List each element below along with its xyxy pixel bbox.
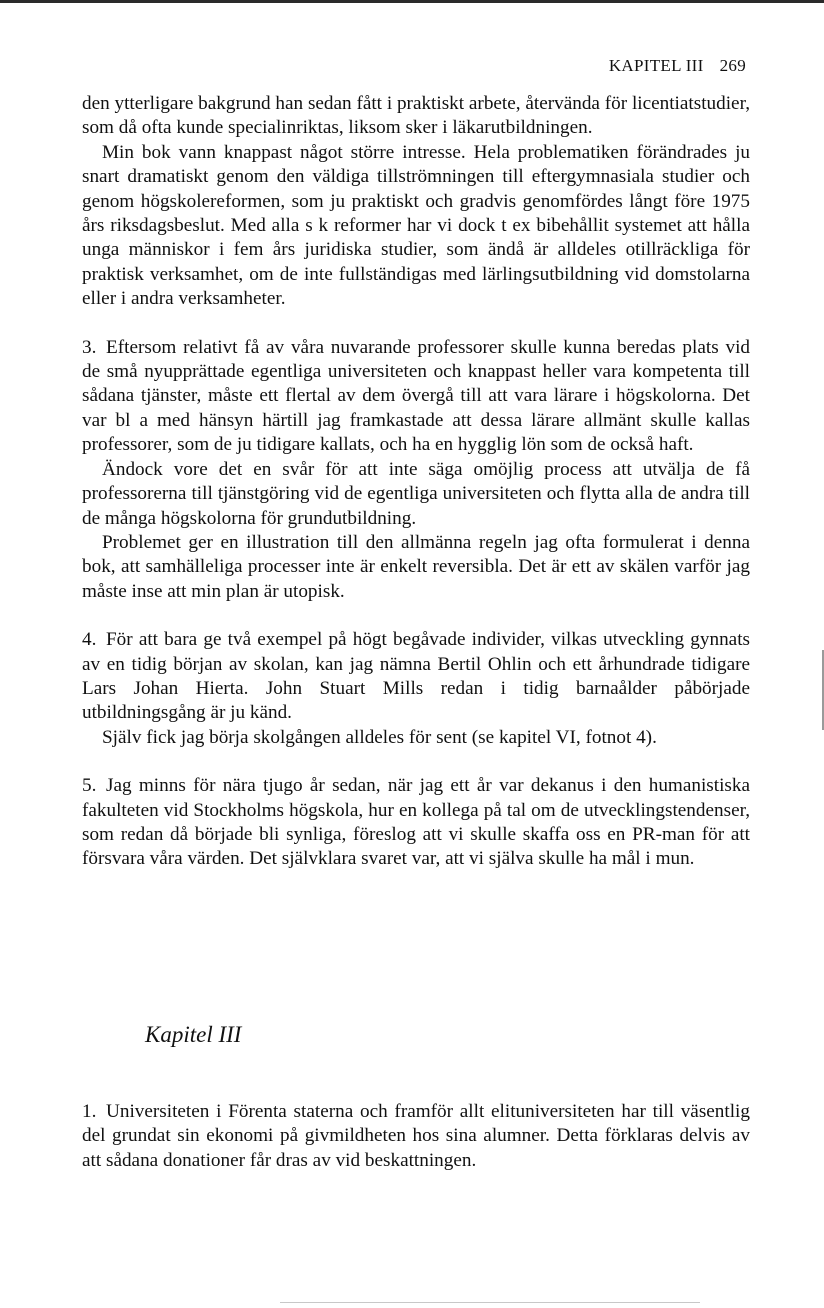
top-edge-rule <box>0 0 824 3</box>
note-3-text: Eftersom relativt få av våra nuvarande professorer skulle kunna beredas plats vid de små nyupprättade egentliga universiteten och knappast heller vara kompetenta till sådana tjänster, måste ett flertal av dem övergå till att vara lärare i högskolorna. Det var bl a med hänsyn härtill jag framkastade att dessa lärare allmänt skulle kallas professorer, som de ju tidigare kallats, och ha en hygglig lön som de också haft. <box>82 336 750 456</box>
note-3-paragraph: Ändock vore det en svår för att inte säga omöjlig process att utvälja de få professorerna till tjänstgöring vid de egentliga universiteten och flytta alla de andra till de många högskolorna för grundutbildning. <box>82 458 750 529</box>
chapter-note-1-text: Universiteten i Förenta staterna och framför allt elituniversiteten har till väsentlig del grundat sin ekonomi på givmildheten hos sina alumner. Detta förklaras delvis av att sådana donationer får dras av vid beskattningen. <box>82 1101 750 1171</box>
chapter-note-1-paragraph <box>82 1100 750 1173</box>
bottom-edge-rule <box>280 1302 700 1303</box>
note-5-paragraph <box>82 774 750 872</box>
running-head-chapter: KAPITEL III <box>608 56 704 75</box>
chapter-note-1-number: 1. <box>82 1101 97 1122</box>
note-4-paragraph <box>82 628 750 726</box>
continuation-paragraph: den ytterligare bakgrund han sedan fått i praktiskt arbete, återvända för licentiatstudier, som då ofta kunde specialinriktas, liksom sker i läkarutbildningen. <box>82 93 750 139</box>
note-3-paragraph <box>82 336 750 458</box>
note-5-text: Jag minns för nära tjugo år sedan, när jag ett år var dekanus i den humanistiska fakulteten vid Stockholms högskola, hur en kollega på tal om de utvecklingstendenser, som redan då började bli synliga, föreslog att vi skulle skaffa oss en PR-man för att försvara våra värden. Det självklara svaret var, att vi själva skulle ha mål i mun. <box>82 775 750 870</box>
notes-body <box>82 92 750 872</box>
note-4-paragraph: Själv fick jag börja skolgången alldeles för sent (se kapitel VI, fotnot 4). <box>102 726 657 748</box>
continuation-paragraph: Min bok vann knappast något större intresse. Hela problematiken förändrades ju snart dramatiskt genom den väldiga tillströmningen till eftergymnasiala studier och genom högskolereformen, som ju praktiskt och gradvis genomfördes långt före 1975 års riksdagsbeslut. Med alla s k reformer har vi dock t ex bibehållit systemet att hålla unga människor i fem års juridiska studier, som ändå är alldeles otillräckliga för praktisk verksamhet, om de inte fullständigas med lärlingsutbildning vid domstolarna eller i andra verksamheter. <box>82 141 750 310</box>
running-head <box>609 56 746 76</box>
page-number: 269 <box>719 56 746 75</box>
note-3-paragraph: Problemet ger en illustration till den allmänna regeln jag ofta formulerat i denna bok, att samhälleliga processer inte är enkelt reversibla. Det är ett av skälen varför jag måste inse att min plan är utopisk. <box>82 531 750 602</box>
note-5-number: 5. <box>82 775 97 797</box>
chapter-heading: Kapitel III <box>145 1022 242 1047</box>
note-4-text: För att bara ge två exempel på högt begåvade individer, vilkas utveckling gynnats av en tidig början av skolan, kan jag nämna Bertil Ohlin och ett århundrade tidigare Lars Johan Hierta. John Stuart Mills redan i tidig barnaålder påbörjade utbildningsgång är ju känd. <box>82 629 750 724</box>
note-4-number: 4. <box>82 629 97 651</box>
chapter-notes-body <box>82 1100 750 1173</box>
note-3-number: 3. <box>82 336 97 358</box>
